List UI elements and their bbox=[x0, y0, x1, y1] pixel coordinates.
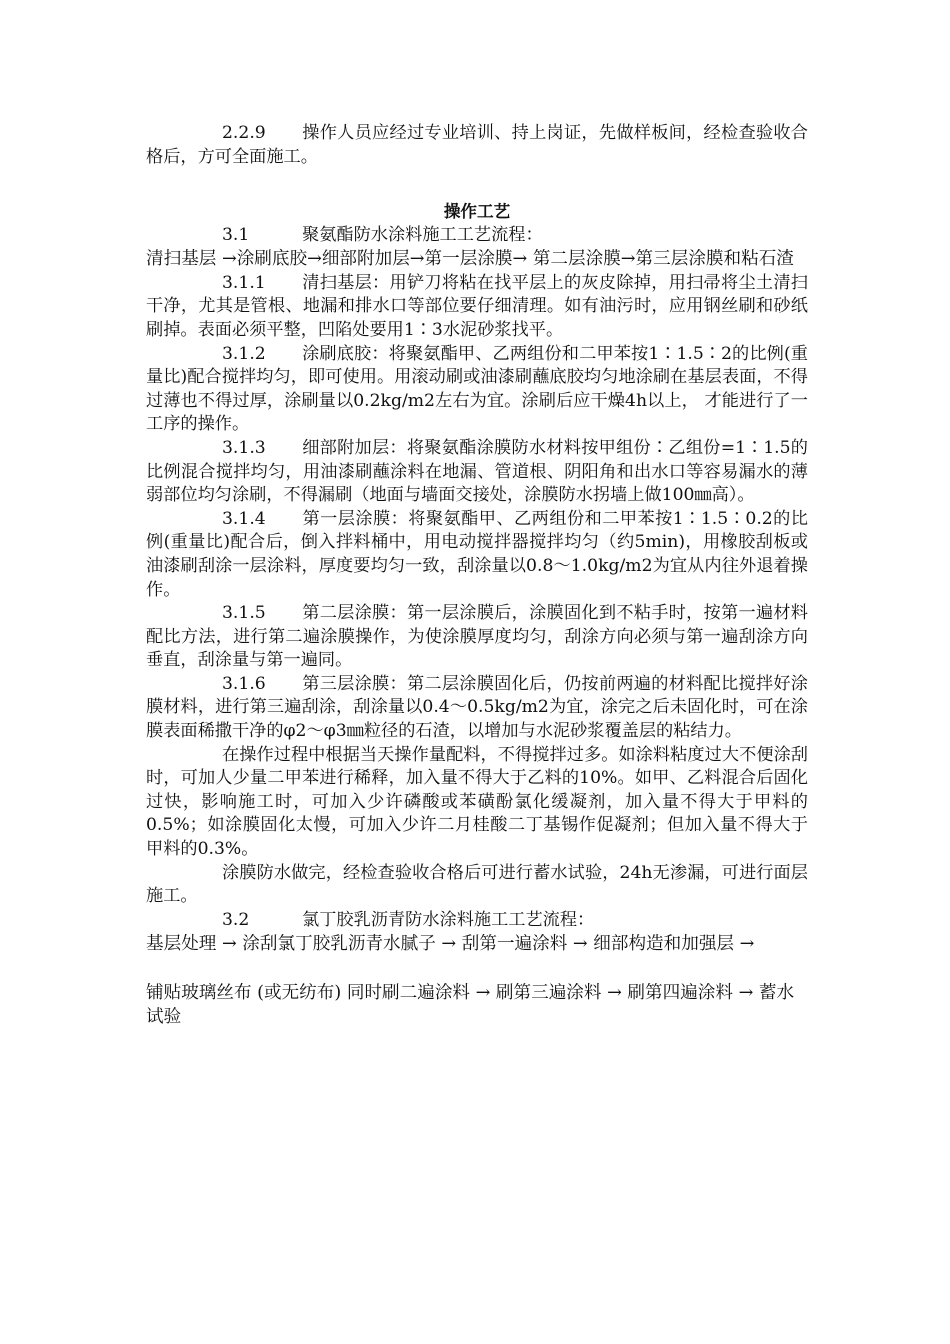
paragraph-text: 涂刷底胶：将聚氨酯甲、乙两组份和二甲苯按1∶1.5∶2的比例(重量比)配合搅拌均匀，即可使用。用滚动刷或油漆刷蘸底胶均匀地涂刷在基层表面，不得过薄也不得过厚，涂刷量以0.2kg/m2左右为宜。涂刷后应干燥4h以上， 才能进行了一工序的操作。 bbox=[146, 343, 808, 435]
paragraph-text: 第三层涂膜：第二层涂膜固化后，仍按前两遍的材料配比搅拌好涂膜材料，进行第三遍刮涂，刮涂量以0.4～0.5kg/m2为宜，涂完之后未固化时，可在涂膜表面稀撒干净的φ2～φ3㎜粒径的石渣，以增加与水泥砂浆覆盖层的粘结力。 bbox=[146, 673, 808, 742]
paragraph-3-1-2 bbox=[146, 343, 808, 437]
paragraph-water-test: 涂膜防水做完，经检查验收合格后可进行蓄水试验，24h无渗漏，可进行面层施工。 bbox=[146, 862, 808, 907]
paragraph-2-2-9 bbox=[146, 122, 808, 169]
paragraph-text: 第二层涂膜：第一层涂膜后，涂膜固化到不粘手时，按第一遍材料配比方法，进行第二遍涂膜操作，为使涂膜厚度均匀，刮涂方向必须与第一遍刮涂方向垂直，刮涂量与第一遍同。 bbox=[146, 603, 808, 671]
process-flow-polyurethane: 清扫基层 →涂刷底胶→细部附加层→第一层涂膜→ 第二层涂膜→第三层涂膜和粘石渣 bbox=[146, 249, 794, 270]
paragraph-text: 氯丁胶乳沥青防水涂料施工工艺流程： bbox=[302, 909, 595, 930]
paragraph-3-1 bbox=[146, 224, 808, 248]
section-number: 3.2 bbox=[222, 909, 250, 930]
paragraph-3-1-3 bbox=[146, 437, 808, 508]
paragraph-text: 清扫基层：用铲刀将粘在找平层上的灰皮除掉，用扫帚将尘土清扫干净，尤其是管根、地漏和排水口等部位要仔细清理。如有油污时，应用钢丝刷和砂纸刷掉。表面必须平整，凹陷处要用1∶3水泥砂浆找平。 bbox=[146, 272, 808, 340]
section-number: 3.1.4 bbox=[222, 508, 266, 529]
section-number: 3.1 bbox=[222, 224, 250, 245]
process-flow-neoprene-part1: 基层处理 → 涂刮氯丁胶乳沥青水腻子 → 刮第一遍涂料 → 细部构造和加强层 → bbox=[146, 934, 755, 955]
paragraph-text: 细部附加层：将聚氨酯涂膜防水材料按甲组份∶乙组份=1∶1.5的比例混合搅拌均匀，用油漆刷蘸涂料在地漏、管道根、阴阳角和出水口等容易漏水的薄弱部位均匀涂刷，不得漏刷（地面与墙面交接处，涂膜防水拐墙上做100㎜高）。 bbox=[146, 437, 808, 506]
paragraph-3-1-4 bbox=[146, 508, 808, 602]
paragraph-3-1-6 bbox=[146, 673, 808, 744]
section-number: 3.1.6 bbox=[222, 673, 266, 694]
paragraph-mixing-note: 在操作过程中根据当天操作量配料，不得搅拌过多。如涂料粘度过大不便涂刮时，可加人少量二甲苯进行稀释，加入量不得大于乙料的10%。如甲、乙料混合后固化过快，影响施工时，可加入少许磷酸或苯磺酚氯化缓凝剂，加入量不得大于甲料的0.5%；如涂膜固化太慢，可加入少许二月桂酸二丁基锡作促凝剂；但加入量不得大于甲料的0.3%。 bbox=[146, 744, 808, 860]
section-number: 3.1.1 bbox=[222, 272, 266, 293]
section-number: 2.2.9 bbox=[222, 123, 266, 143]
process-flow-neoprene-part2: 铺贴玻璃丝布 (或无纺布) 同时刷二遍涂料 → 刷第三遍涂料 → 刷第四遍涂料 → 蓄水试验 bbox=[146, 982, 795, 1028]
document-page bbox=[146, 122, 808, 1030]
section-number: 3.1.2 bbox=[222, 343, 266, 364]
section-number: 3.1.5 bbox=[222, 603, 266, 624]
section-number: 3.1.3 bbox=[222, 437, 266, 458]
paragraph-3-1-5 bbox=[146, 602, 808, 673]
section-heading: 操作工艺 bbox=[443, 202, 511, 222]
blank-line bbox=[146, 957, 808, 981]
paragraph-text: 第一层涂膜：将聚氨酯甲、乙两组份和二甲苯按1∶1.5∶0.2的比例(重量比)配合后，倒入拌料桶中，用电动搅拌器搅拌均匀（约5min)，用橡胶刮板或油漆刷刮涂一层涂料，厚度要均匀一致，刮涂量以0.8～1.0kg/m2为宜从内往外退着操作。 bbox=[146, 508, 808, 600]
paragraph-3-1-1 bbox=[146, 272, 808, 343]
paragraph-text: 聚氨酯防水涂料施工工艺流程： bbox=[302, 224, 543, 245]
paragraph-3-2 bbox=[146, 909, 808, 933]
paragraph-text: 操作人员应经过专业培训、持上岗证，先做样板间，经检查验收合格后，方可全面施工。 bbox=[146, 123, 808, 167]
